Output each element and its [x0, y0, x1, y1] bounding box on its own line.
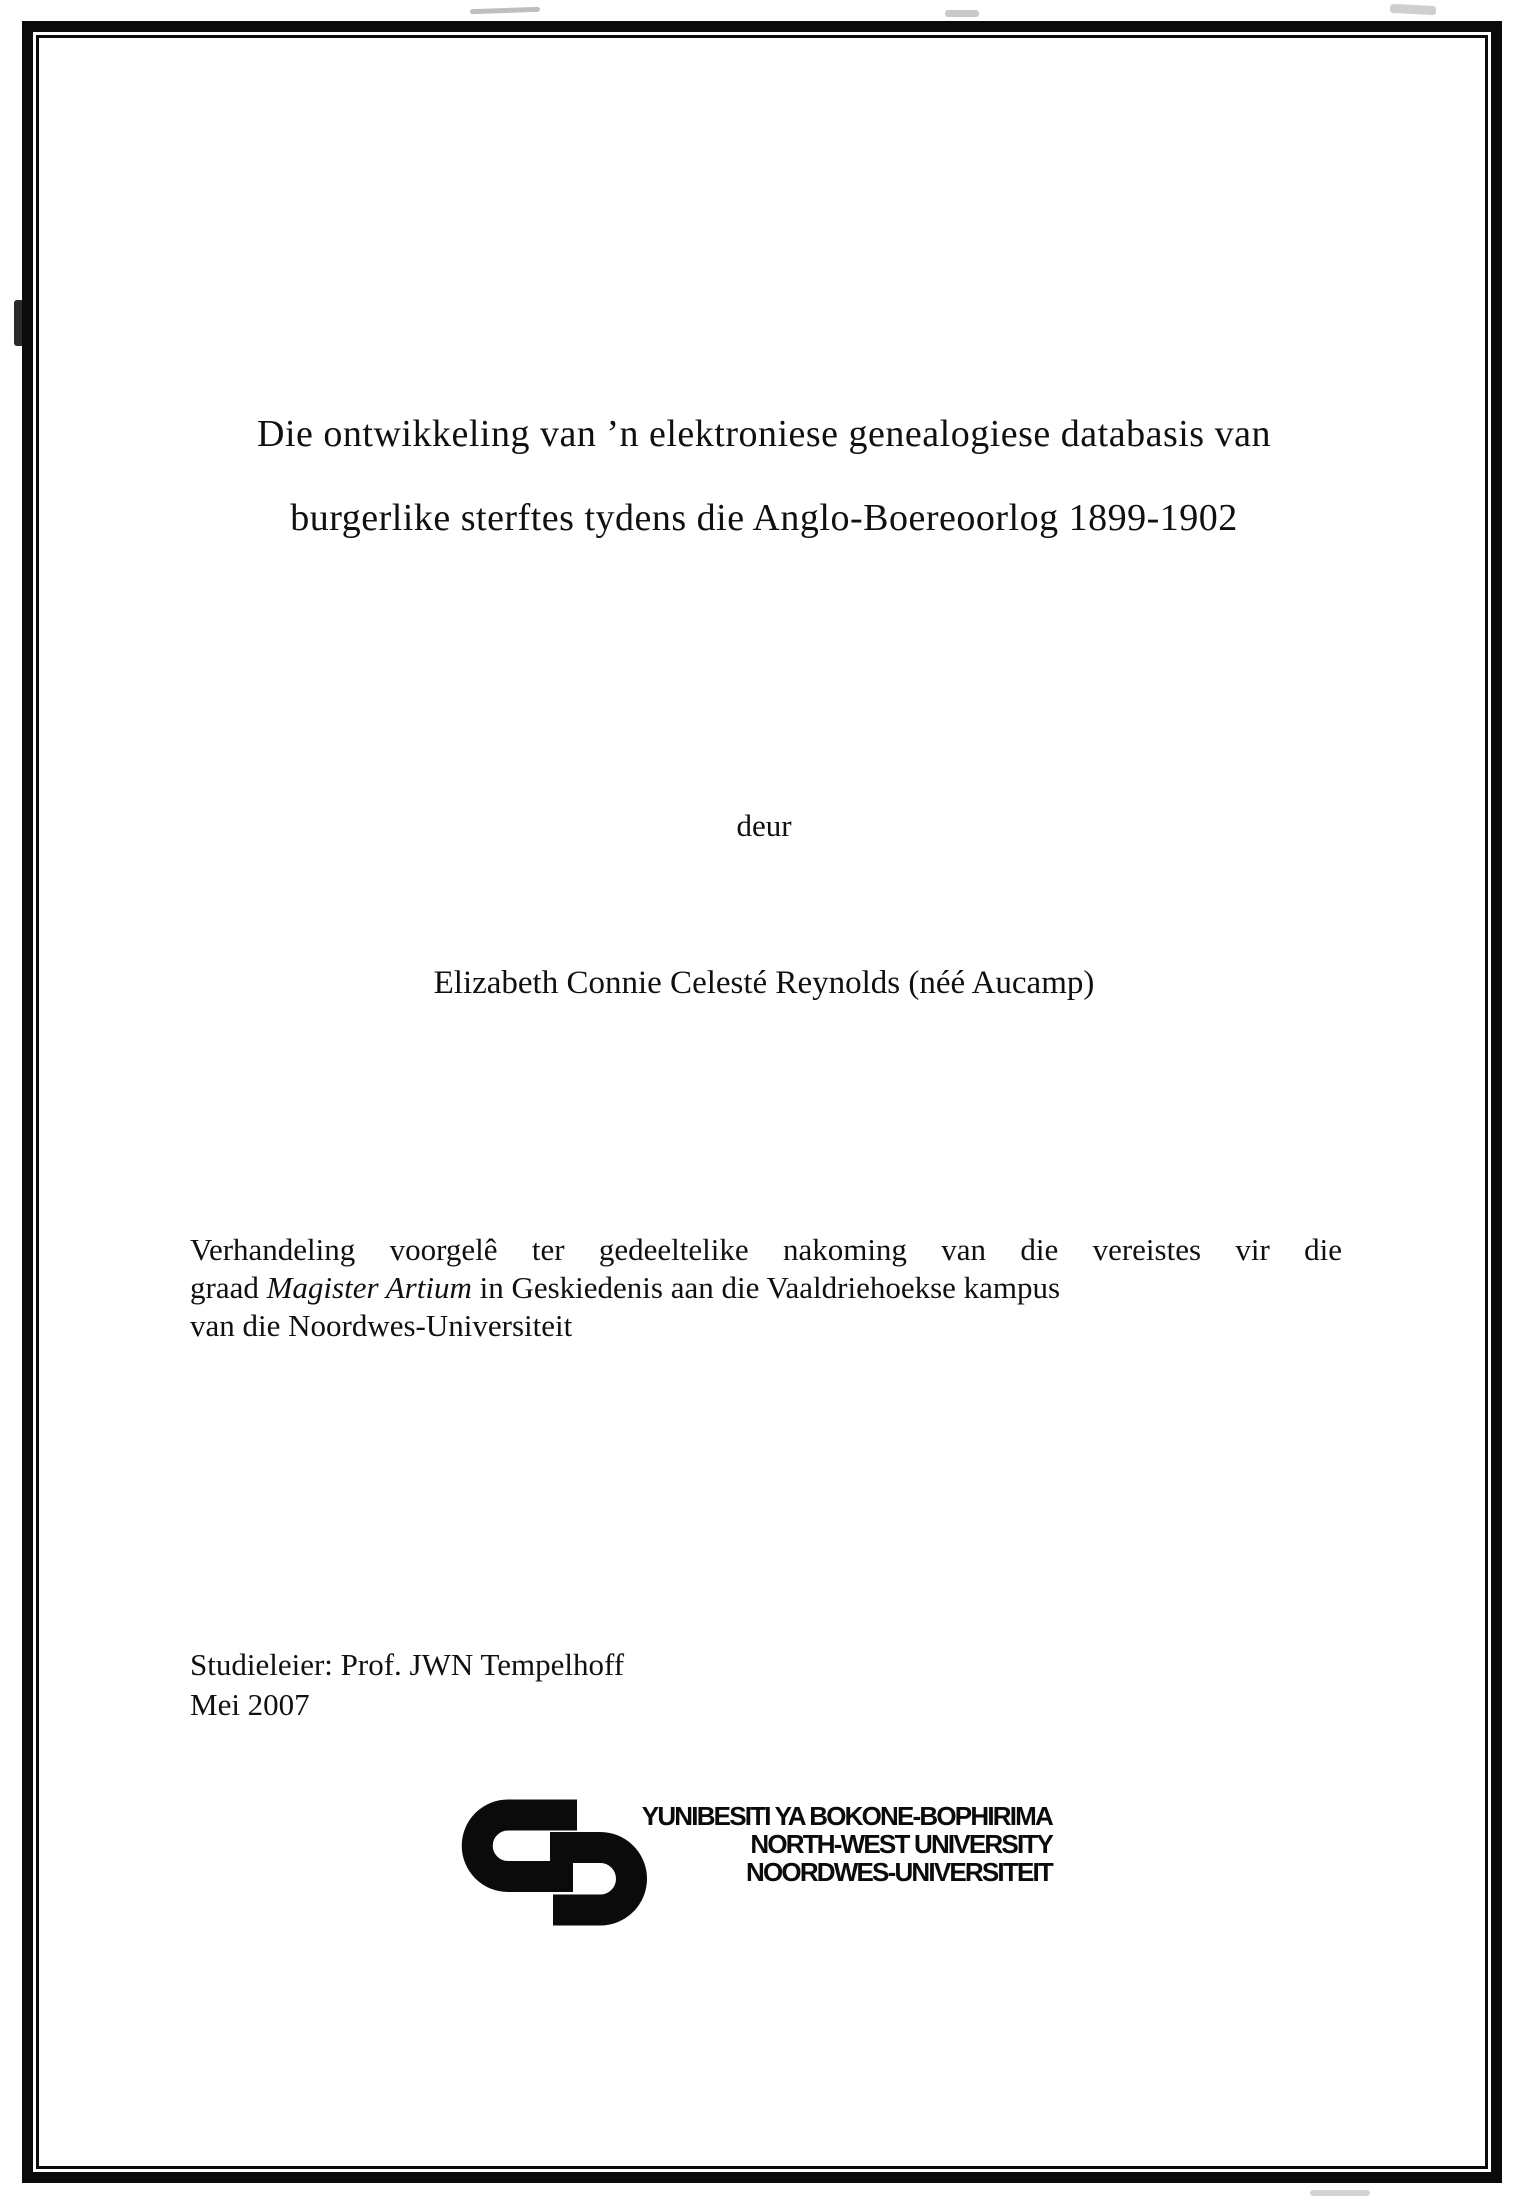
degree-statement-line-2-post: in Geskiedenis aan die Vaaldriehoekse kampus	[471, 1270, 1061, 1305]
thesis-title-line-2: burgerlike sterftes tydens die Anglo-Boereoorlog 1899-1902	[290, 497, 1238, 539]
byline-label: deur	[736, 808, 792, 843]
date-line: Mei 2007	[190, 1687, 310, 1722]
degree-statement-line-2	[190, 1269, 1342, 1307]
scan-smudge	[470, 7, 540, 14]
degree-statement-line-2-pre: graad	[190, 1270, 267, 1305]
scan-smudge	[1310, 2190, 1370, 2196]
thesis-title-line-1: Die ontwikkeling van ’n elektroniese genealogiese databasis van	[257, 413, 1271, 455]
scan-smudge	[1390, 4, 1436, 15]
logo-text-english: NORTH-WEST UNIVERSITY	[750, 1829, 1052, 1859]
degree-statement-line-3: van die Noordwes-Universiteit	[190, 1308, 573, 1343]
degree-name-italic: Magister Artium	[266, 1270, 472, 1305]
supervisor-block	[190, 1645, 1090, 1725]
degree-statement	[190, 1231, 1342, 1345]
supervisor-line: Studieleier: Prof. JWN Tempelhoff	[190, 1647, 625, 1682]
logo-text-setswana: YUNIBESITI YA BOKONE-BOPHIRIMA	[641, 1801, 1052, 1831]
university-logo-text	[586, 1802, 1052, 1886]
scan-smudge	[945, 10, 979, 17]
thesis-title	[188, 392, 1340, 560]
university-logo	[460, 1796, 1060, 1936]
author-name: Elizabeth Connie Celesté Reynolds (néé Aucamp)	[433, 965, 1095, 1001]
degree-statement-line-1: Verhandeling voorgelê ter gedeeltelike nakoming van die vereistes vir die	[190, 1232, 1342, 1267]
logo-text-afrikaans: NOORDWES-UNIVERSITEIT	[746, 1857, 1052, 1887]
